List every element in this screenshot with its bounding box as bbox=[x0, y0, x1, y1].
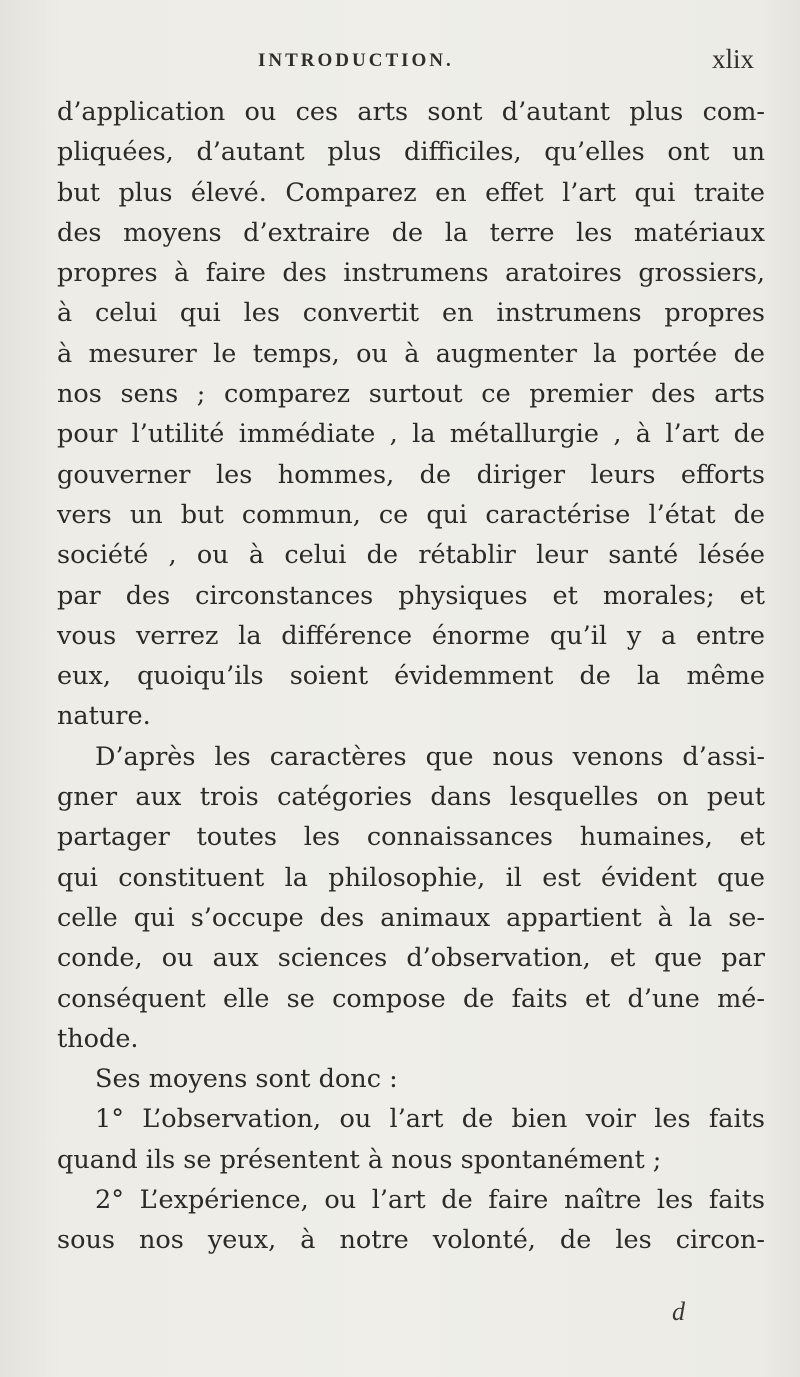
text-line: par des circonstances physiques et morales; et bbox=[57, 580, 765, 611]
text-line: propres à faire des instrumens aratoires grossiers, bbox=[57, 258, 765, 289]
text-line: partager toutes les connaissances humaines, et bbox=[57, 822, 765, 853]
text-line: nature. bbox=[57, 701, 151, 732]
text-line: quand ils se présentent à nous spontanément ; bbox=[57, 1144, 662, 1175]
text-line: sous nos yeux, à notre volonté, de les circon- bbox=[57, 1225, 765, 1256]
text-line: Ses moyens sont donc : bbox=[95, 1064, 398, 1095]
text-line: conséquent elle se compose de faits et d’une mé- bbox=[57, 983, 765, 1014]
text-line: pour l’utilité immédiate , la métallurgie , à l’art de bbox=[57, 419, 765, 450]
text-line: conde, ou aux sciences d’observation, et que par bbox=[57, 943, 765, 974]
text-line: gner aux trois catégories dans lesquelles on peut bbox=[57, 782, 765, 813]
text-line: qui constituent la philosophie, il est évident que bbox=[57, 862, 765, 893]
text-line: d’application ou ces arts sont d’autant plus com- bbox=[57, 97, 765, 127]
signature-mark: d bbox=[672, 1297, 685, 1326]
page-header bbox=[0, 46, 800, 78]
text-line: des moyens d’extraire de la terre les matériaux bbox=[57, 217, 765, 248]
body-text bbox=[57, 92, 765, 1261]
text-line: société , ou à celui de rétablir leur santé lésée bbox=[57, 540, 765, 571]
text-line: eux, quoiqu’ils soient évidemment de la même bbox=[57, 661, 765, 692]
text-line: à celui qui les convertit en instrumens propres bbox=[57, 298, 765, 329]
text-line: but plus élevé. Comparez en effet l’art qui traite bbox=[57, 177, 765, 208]
text-line: vers un but commun, ce qui caractérise l’état de bbox=[57, 499, 765, 530]
text-line: D’après les caractères que nous venons d’assi- bbox=[95, 741, 765, 772]
page-number: xlix bbox=[712, 44, 755, 74]
text-line: celle qui s’occupe des animaux appartient à la se- bbox=[57, 902, 765, 933]
text-line: pliquées, d’autant plus difficiles, qu’elles ont un bbox=[57, 137, 765, 168]
text-line: 2° L’expérience, ou l’art de faire naître les faits bbox=[95, 1185, 765, 1216]
running-head: INTRODUCTION. bbox=[258, 50, 454, 71]
text-line: nos sens ; comparez surtout ce premier des arts bbox=[57, 379, 765, 410]
text-line: à mesurer le temps, ou à augmenter la portée de bbox=[57, 338, 765, 369]
text-line: gouverner les hommes, de diriger leurs efforts bbox=[57, 459, 765, 490]
text-line: thode. bbox=[57, 1023, 139, 1054]
text-line: vous verrez la différence énorme qu’il y a entre bbox=[57, 620, 765, 651]
text-line: 1° L’observation, ou l’art de bien voir les faits bbox=[95, 1104, 765, 1135]
